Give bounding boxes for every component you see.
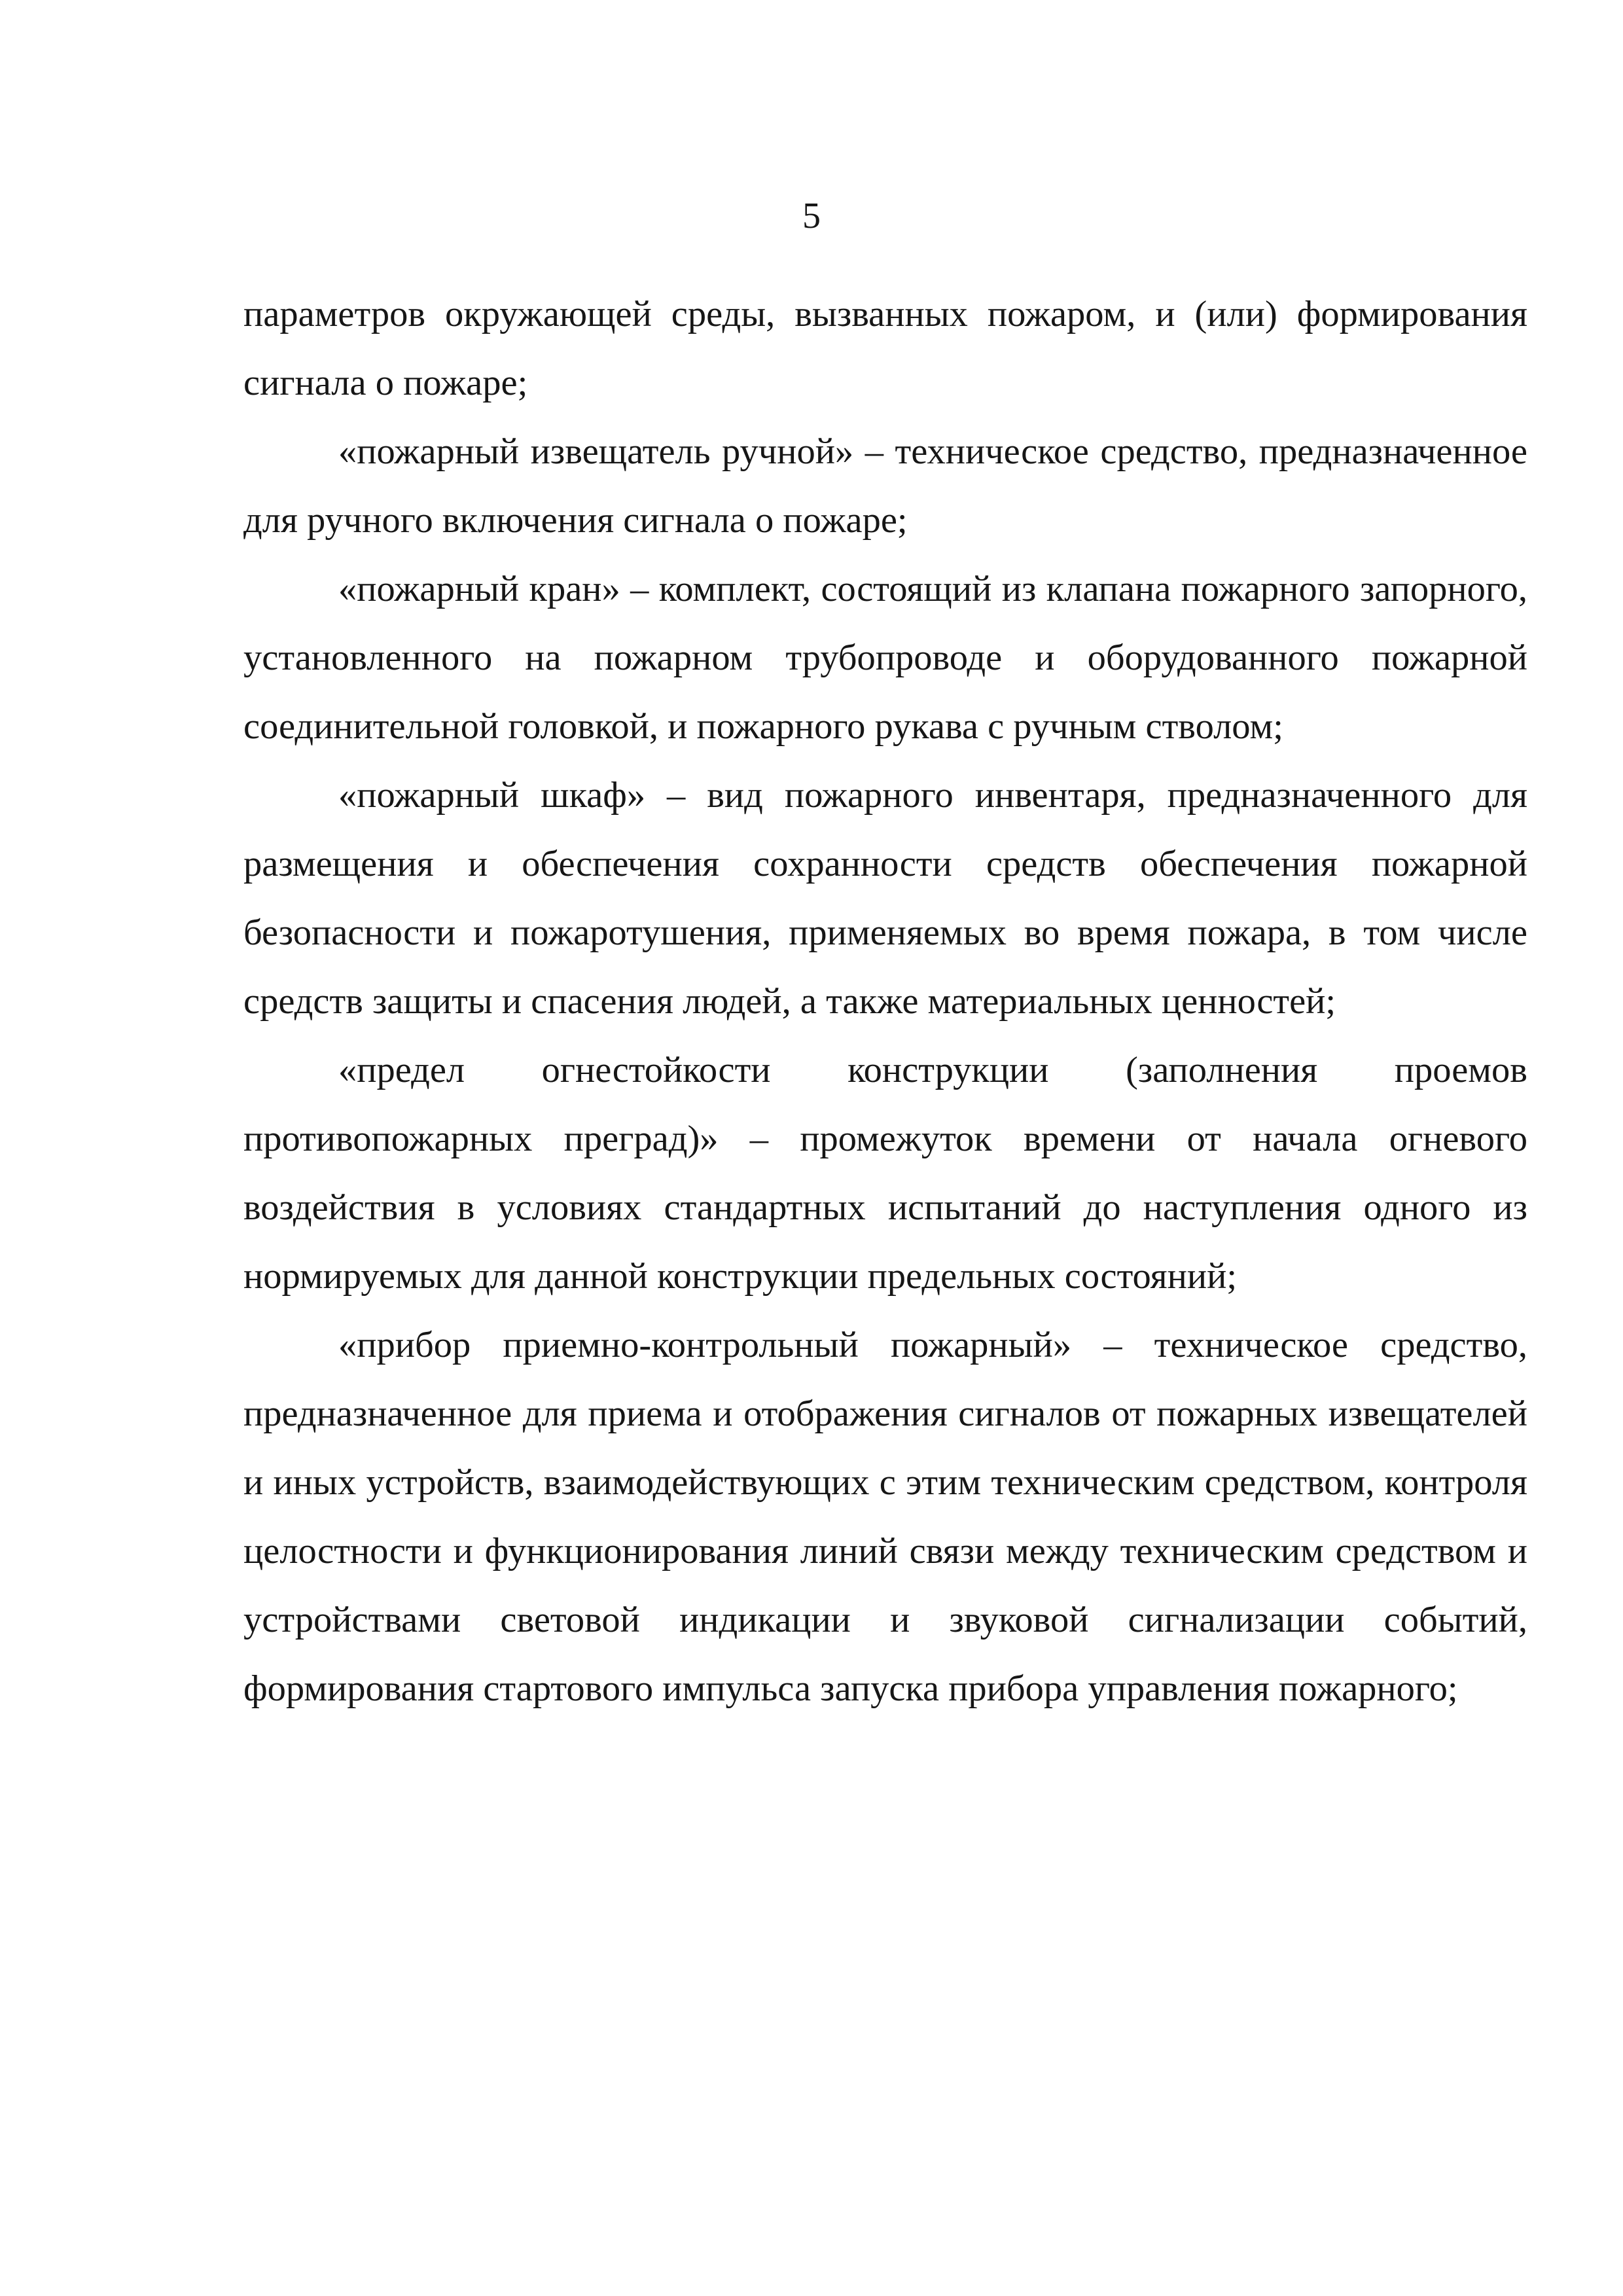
paragraph-manual-fire-detector: «пожарный извещатель ручной» – техническое средство, предназначенное для ручного включения сигнала о пожаре; [243,431,1527,541]
paragraph-fire-resistance-limit: «предел огнестойкости конструкции (заполнения проемов противопожарных преград)» – промежуток времени от начала огневого воздействия в условиях стандартных испытаний до наступления одного из нормируемых для данной конструкции предельных состояний; [243,1050,1527,1297]
paragraph-fire-cabinet: «пожарный шкаф» – вид пожарного инвентаря, предназначенного для размещения и обеспечения сохранности средств обеспечения пожарной безопасности и пожаротушения, применяемых во время пожара, в том числе средств защиты и спасения людей, а также материальных ценностей; [243,775,1527,1022]
paragraph-control-panel: «прибор приемно-контрольный пожарный» – техническое средство, предназначенное для приема и отображения сигналов от пожарных извещателей и иных устройств, взаимодействующих с этим техническим средством, контроля целостности и функционирования линий связи между техническим средством и устройствами световой индикации и звуковой сигнализации событий, формирования стартового импульса запуска прибора управления пожарного; [243,1325,1527,1709]
page-number: 5 [802,196,821,236]
paragraph-continuation: параметров окружающей среды, вызванных пожаром, и (или) формирования сигнала о пожаре; [243,294,1527,403]
document-body [243,280,1527,1723]
paragraph-fire-hydrant: «пожарный кран» – комплект, состоящий из клапана пожарного запорного, установленного на пожарном трубопроводе и оборудованного пожарной соединительной головкой, и пожарного рукава с ручным стволом; [243,569,1527,747]
